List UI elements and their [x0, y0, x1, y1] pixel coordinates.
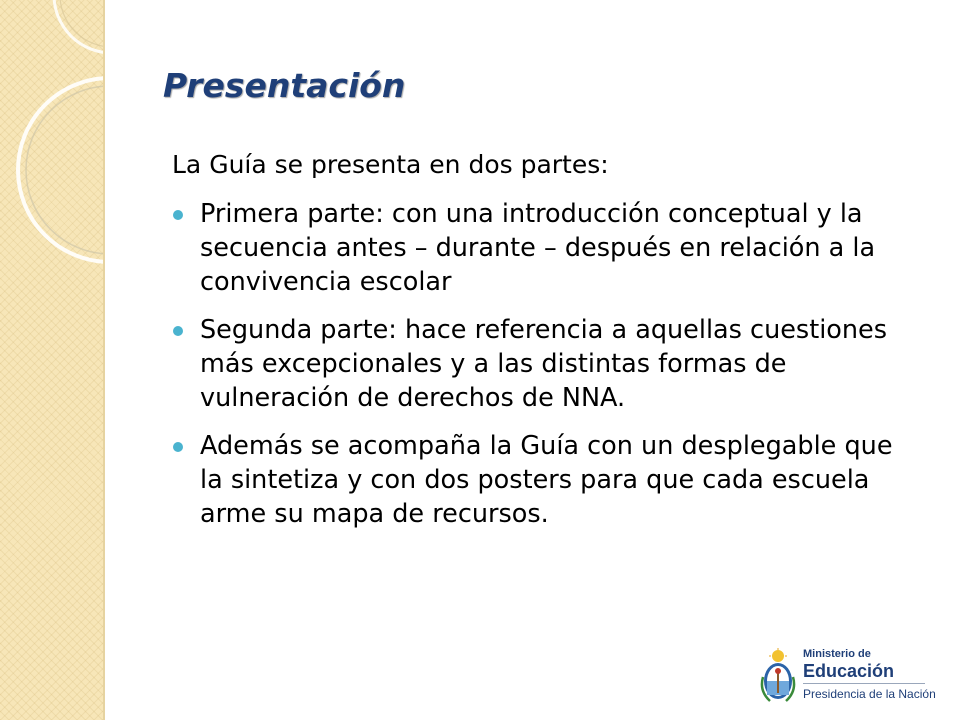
coat-of-arms-icon — [758, 647, 798, 707]
logo-divider — [803, 683, 925, 684]
decorative-sidebar — [0, 0, 105, 720]
bullet-item — [172, 197, 902, 299]
logo-education-label: Educación — [803, 661, 895, 681]
bullet-text: Segunda parte: hace referencia a aquellas cuestiones más excepcionales y a las distintas formas de vulneración de derechos de NNA. — [200, 315, 888, 413]
bullet-item — [172, 313, 902, 415]
bullet-dot-icon — [173, 442, 183, 452]
intro-text: La Guía se presenta en dos partes: — [172, 150, 609, 179]
bullet-text: Además se acompaña la Guía con un desplegable que la sintetiza y con dos posters para que cada escuela arme su mapa de recursos. — [200, 431, 893, 529]
bullet-item — [172, 429, 902, 531]
slide-title: Presentación — [163, 66, 406, 105]
bullet-dot-icon — [173, 210, 183, 220]
bullet-text: Primera parte: con una introducción conceptual y la secuencia antes – durante – después en relación a la convivencia escolar — [200, 199, 876, 297]
logo-presidency-label: Presidencia de la Nación — [803, 687, 936, 701]
logo-ministry-label: Ministerio de — [803, 648, 871, 660]
bullet-list — [172, 197, 902, 545]
ministry-logo — [758, 645, 936, 711]
bullet-dot-icon — [173, 326, 183, 336]
sidebar-circles-decoration — [0, 0, 103, 720]
